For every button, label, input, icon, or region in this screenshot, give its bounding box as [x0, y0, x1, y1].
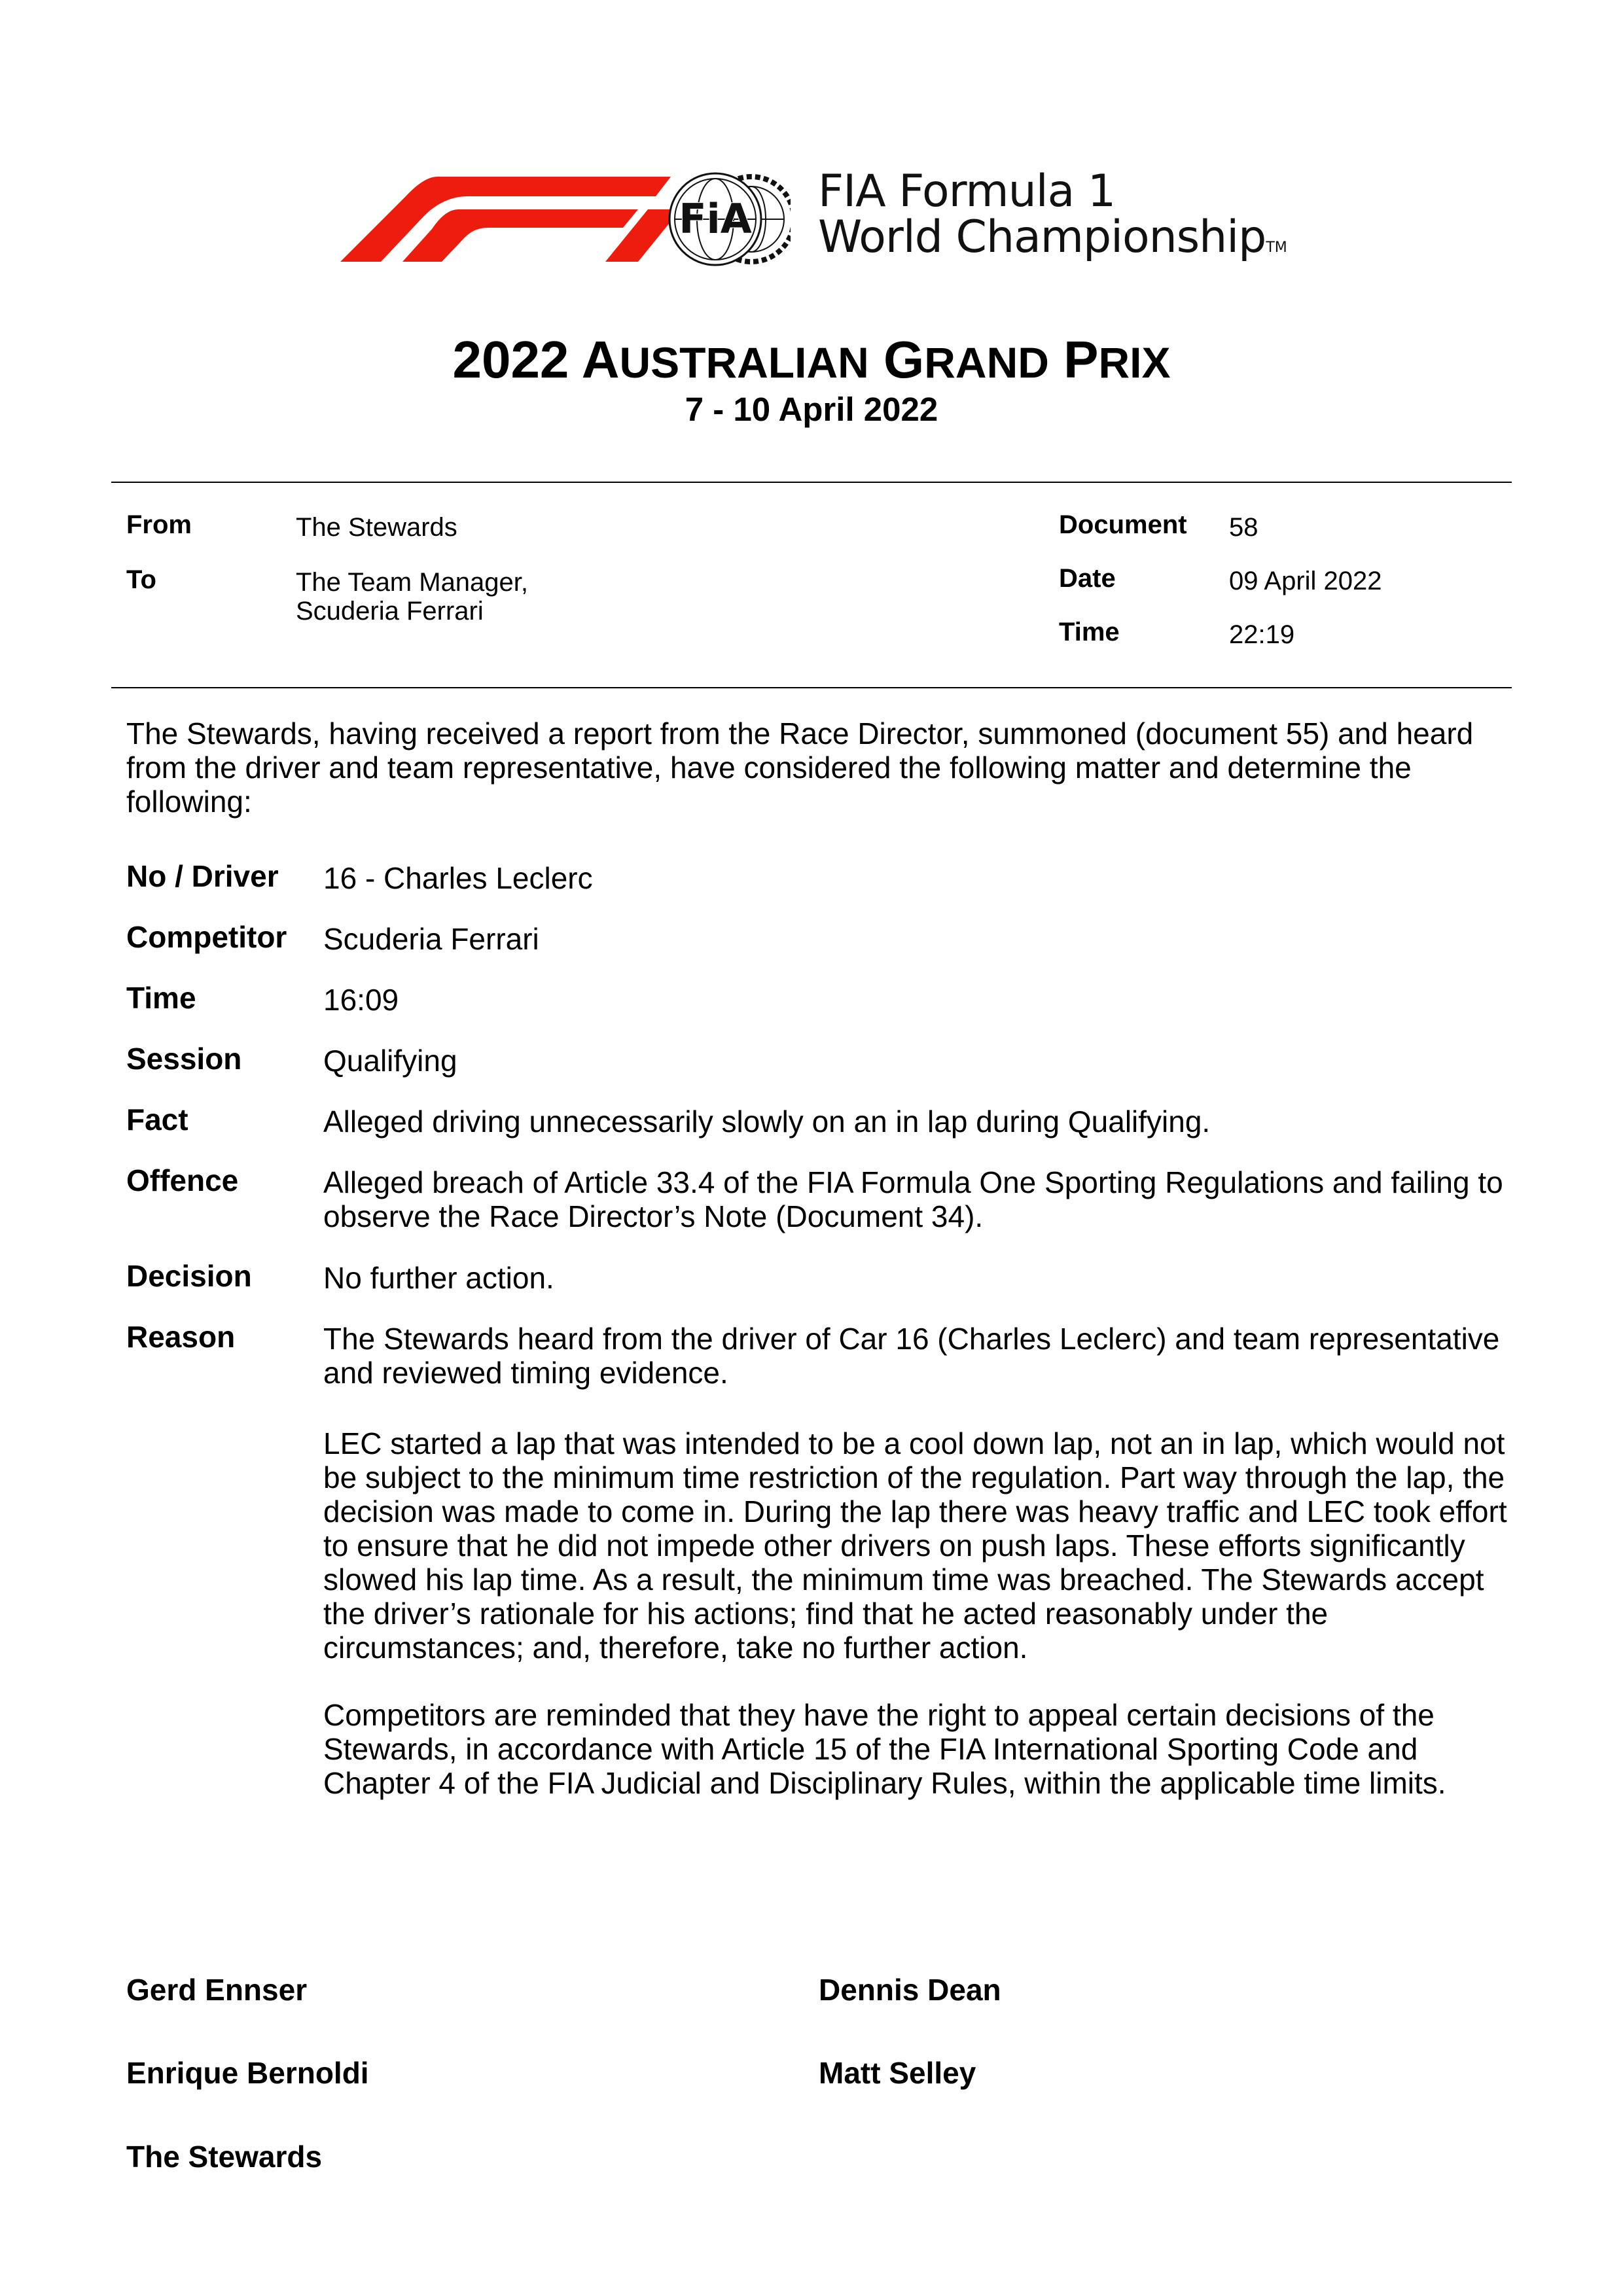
- logo-line2: [818, 211, 1287, 271]
- driver-label: No / Driver: [126, 859, 279, 893]
- fact-label: Fact: [126, 1103, 188, 1137]
- steward-name-3: Enrique Bernoldi: [126, 2056, 369, 2090]
- decision-label: Decision: [126, 1259, 252, 1293]
- decision-value: No further action.: [323, 1261, 554, 1295]
- title-cap-p: P: [1063, 330, 1099, 389]
- fia-globe-icon: [666, 170, 791, 268]
- document-value: 58: [1229, 513, 1258, 542]
- page-title: [0, 330, 1623, 392]
- title-word-prix: [1063, 330, 1170, 389]
- incident-time-label: Time: [126, 981, 196, 1015]
- steward-name-2: Dennis Dean: [819, 1973, 1001, 2007]
- steward-name-4: Matt Selley: [819, 2056, 976, 2090]
- date-label: Date: [1059, 564, 1116, 593]
- stewards-footer: The Stewards: [126, 2140, 323, 2174]
- title-year: 2022: [452, 330, 569, 389]
- title-cap-a: A: [581, 330, 620, 389]
- to-value-line2: Scuderia Ferrari: [296, 597, 484, 626]
- to-value-line1: The Team Manager,: [296, 568, 529, 597]
- fia-text: FiA: [679, 195, 752, 243]
- incident-time-value: 16:09: [323, 983, 399, 1017]
- steward-name-1: Gerd Ennser: [126, 1973, 308, 2007]
- intro-paragraph: The Stewards, having received a report from the Race Director, summoned (document 55) and heard from the driver and team representative, have considered the following matter and determine the following:: [126, 716, 1474, 819]
- offence-value: Alleged breach of Article 33.4 of the FIA Formula One Sporting Regulations and failing to observe the Race Director’s Note (Document 34).: [323, 1165, 1503, 1233]
- title-word-australian: [582, 330, 869, 389]
- offence-label: Offence: [126, 1163, 239, 1197]
- reason-paragraph-1: The Stewards heard from the driver of Car 16 (Charles Leclerc) and team representative and reviewed timing evidence.: [323, 1322, 1500, 1390]
- title-word-grand: [883, 330, 1049, 389]
- driver-value: 16 - Charles Leclerc: [323, 861, 593, 895]
- trademark: TM: [1266, 239, 1287, 256]
- competitor-label: Competitor: [126, 920, 287, 954]
- title-rest-australian: USTRALIAN: [619, 338, 869, 387]
- title-rest-prix: RIX: [1098, 338, 1171, 387]
- date-value: 09 April 2022: [1229, 567, 1382, 595]
- logo-line2-text: World Championship: [818, 211, 1266, 263]
- reason-paragraph-2: LEC started a lap that was intended to be a cool down lap, not an in lap, which would not be subject to the minimum time restriction of the regulation. Part way through the lap, the decision was made to come in. During the lap there was heavy traffic and LEC took effort to ensure that he did not impede other drivers on push laps. These efforts significantly slowed his lap time. As a result, the minimum time was breached. The Stewards accept the driver’s rationale for his actions; find that he acted reasonably under the circumstances; and, therefore, take no further action.: [323, 1426, 1507, 1665]
- time-value: 22:19: [1229, 620, 1295, 649]
- document-label: Document: [1059, 510, 1187, 539]
- from-value: The Stewards: [296, 513, 457, 542]
- logo-line1: FIA Formula 1: [818, 166, 1116, 217]
- from-label: From: [126, 510, 192, 539]
- divider-bottom: [111, 687, 1512, 688]
- to-label: To: [126, 565, 156, 594]
- f1-logo-icon: [340, 177, 681, 262]
- fia-f1-logo: [340, 164, 1322, 281]
- title-rest-grand: RAND: [924, 338, 1049, 387]
- competitor-value: Scuderia Ferrari: [323, 922, 539, 956]
- session-label: Session: [126, 1042, 242, 1076]
- divider-top: [111, 482, 1512, 483]
- time-label: Time: [1059, 618, 1120, 646]
- to-value: [296, 568, 528, 626]
- reason-label: Reason: [126, 1320, 236, 1354]
- reason-paragraph-3: Competitors are reminded that they have the right to appeal certain decisions of the Stewards, in accordance with Article 15 of the FIA International Sporting Code and Chapter 4 of the FIA Judicial and Disciplinary Rules, within the applicable time limits.: [323, 1698, 1446, 1800]
- fact-value: Alleged driving unnecessarily slowly on an in lap during Qualifying.: [323, 1104, 1211, 1139]
- title-cap-g: G: [883, 330, 925, 389]
- event-dates: 7 - 10 April 2022: [685, 391, 938, 428]
- session-value: Qualifying: [323, 1044, 457, 1078]
